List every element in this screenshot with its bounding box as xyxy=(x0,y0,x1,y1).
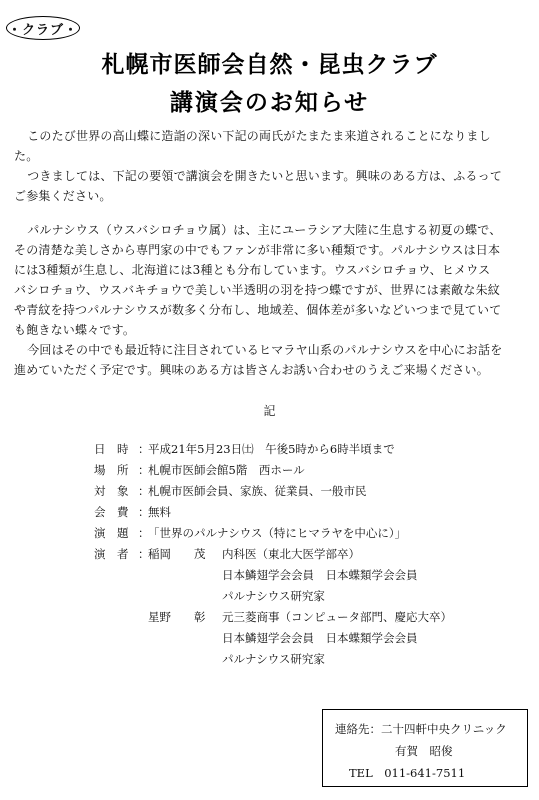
text-line: バシロチョウ、ウスバキチョウで美しい半透明の羽を持つ蝶ですが、世界には素敵な朱紋 xyxy=(14,283,500,297)
date-label: 日 時 xyxy=(94,441,129,456)
speaker1-name: 稲岡 茂 xyxy=(148,546,206,561)
speaker2-name: 星野 彰 xyxy=(148,609,206,624)
speaker-label: 演 者 xyxy=(94,546,129,561)
fee-row: 会 費 ： 無料 xyxy=(94,504,171,519)
target-value: 札幌市医師会員、家族、従業員、一般市民 xyxy=(148,483,367,498)
club-badge: ・クラブ・ xyxy=(6,16,80,40)
speaker2-info: 元三菱商事（コンピュータ部門、慶応大卒） xyxy=(222,609,452,624)
contact-person: 有賀 昭俊 xyxy=(395,744,453,758)
contact-box xyxy=(322,709,528,787)
text-line: 今回はその中でも最近特に注目されているヒマラヤ山系のパルナシウスを中心にお話を xyxy=(27,343,503,357)
speaker1-affiliation: 日本鱗翅学会会員 日本蝶類学会会員 xyxy=(222,567,418,582)
text-line: も飽きない蝶々です。 xyxy=(14,323,136,337)
text-line: ご参集ください。 xyxy=(14,189,112,203)
text-line: その清楚な美しさから専門家の中でもファンが非常に多い種類です。パルナシウスは日本 xyxy=(14,243,501,257)
body-paragraph xyxy=(14,220,530,380)
speaker1-info: 内科医（東北大医学部卒） xyxy=(222,546,360,561)
speaker2-role: パルナシウス研究家 xyxy=(222,651,325,666)
page-subtitle: 講演会のお知らせ xyxy=(169,90,370,116)
text-line: このたび世界の高山蝶に造詣の深い下記の両氏がたまたま来道されることになりまし xyxy=(27,129,491,143)
event-details xyxy=(94,438,452,669)
fee-value: 無料 xyxy=(148,504,171,519)
text-line: 進めていただく予定です。興味のある方は皆さんお誘い合わせのうえご来場ください。 xyxy=(14,363,489,377)
page-title: 札幌市医師会自然・昆虫クラブ xyxy=(101,52,438,78)
fee-label: 会 費 xyxy=(94,504,129,519)
text-line: や青紋を持つパルナシウスが数多く分布し、地域差、個体差が多いなどいつまで見ていて xyxy=(14,303,502,317)
text-line: た。 xyxy=(14,149,39,163)
text-line: つきましては、下記の要領で講演会を開きたいと思います。興味のある方は、ふるって xyxy=(27,169,503,183)
ki-heading: 記 xyxy=(263,404,276,418)
contact-clinic: 連絡先：二十四軒中央クリニック xyxy=(335,722,507,736)
place-label: 場 所 xyxy=(94,462,129,477)
topic-row: 演 題 ： 「世界のパルナシウス（特にヒマラヤを中心に）」 xyxy=(94,525,407,540)
topic-value: 「世界のパルナシウス（特にヒマラヤを中心に）」 xyxy=(148,525,407,540)
topic-label: 演 題 xyxy=(94,525,129,540)
speaker2-row xyxy=(94,606,452,627)
target-row: 対 象 ： 札幌市医師会員、家族、従業員、一般市民 xyxy=(94,483,367,498)
speaker1-role: パルナシウス研究家 xyxy=(222,588,325,603)
text-line: パルナシウス（ウスバシロチョウ属）は、主にユーラシア大陸に生息する初夏の蝶で、 xyxy=(27,223,502,237)
place-value: 札幌市医師会館5階 西ホール xyxy=(148,462,305,477)
target-label: 対 象 xyxy=(94,483,129,498)
place-row: 場 所 ： 札幌市医師会館5階 西ホール xyxy=(94,462,305,477)
speaker2-affiliation: 日本鱗翅学会会員 日本蝶類学会会員 xyxy=(222,630,418,645)
text-line: には3種類が生息し、北海道には3種とも分布しています。ウスバシロチョウ、ヒメウス xyxy=(14,263,491,277)
intro-paragraph xyxy=(14,126,530,206)
contact-phone: TEL 011-641-7511 xyxy=(349,766,466,780)
date-row: 日 時 ： 平成21年5月23日㈯ 午後5時から6時半頃まで xyxy=(94,441,395,456)
speaker-row: 演 者 ： 稲岡 茂 内科医（東北大医学部卒） xyxy=(94,546,360,561)
date-value: 平成21年5月23日㈯ 午後5時から6時半頃まで xyxy=(148,441,395,456)
